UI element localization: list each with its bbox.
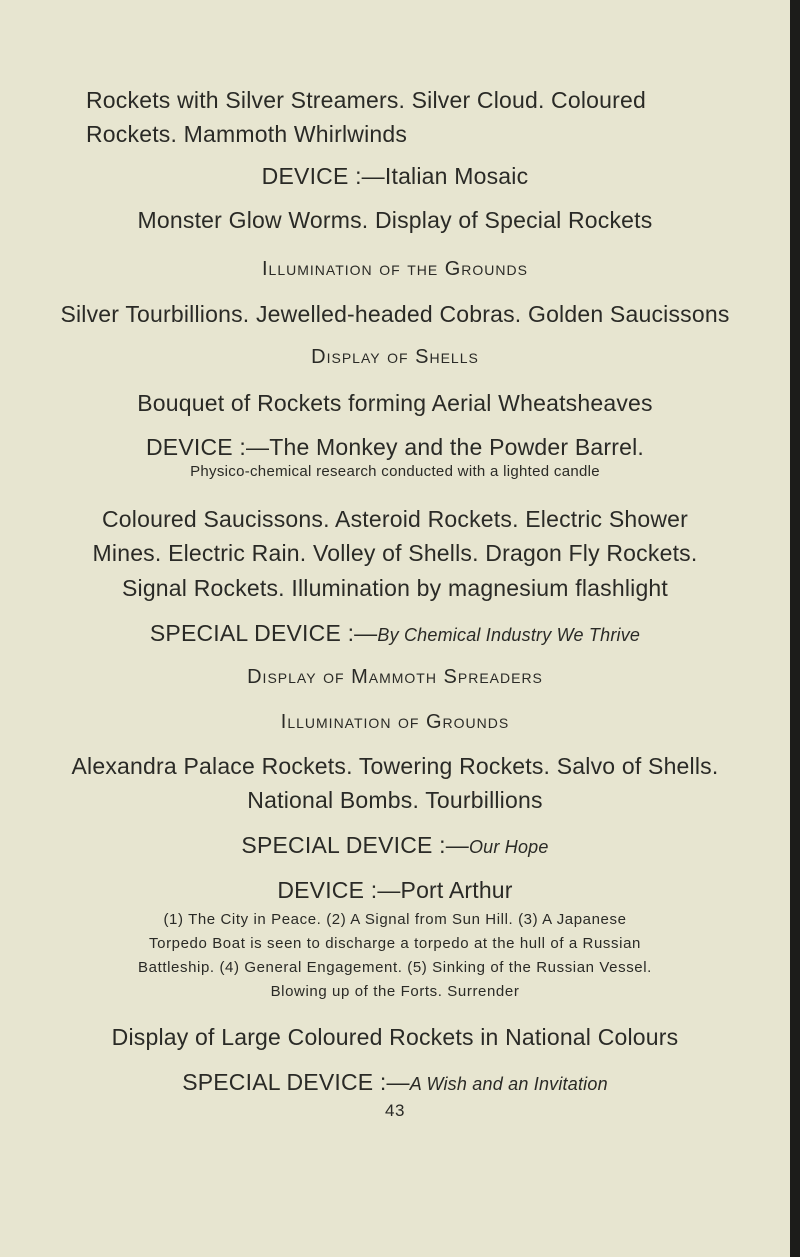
special-device-3-prefix: SPECIAL DEVICE :— [182,1069,410,1095]
line-coloured-saucissons: Coloured Saucissons. Asteroid Rockets. Electric Shower [101,506,689,532]
port-arthur-line-1: (1) The City in Peace. (2) A Signal from Sun Hill. (3) A Japanese [163,911,627,928]
section-heading-illumination-grounds: Illumination of the Grounds [262,258,528,280]
line-1-part-c: Coloured [551,87,646,113]
port-arthur-line-4: Blowing up of the Forts. Surrender [270,983,520,1000]
device-heading-1: DEVICE :—Italian Mosaic [261,163,529,189]
section-heading-mammoth-spreaders: Display of Mammoth Spreaders [247,666,543,688]
section-heading-display-shells: Display of Shells [311,346,479,368]
line-silver-tourbillions: Silver Tourbillions. Jewelled-headed Cobras. Golden Saucissons [60,301,730,327]
line-1-part-b: Silver Cloud. [411,87,545,113]
special-device-3-title: A Wish and an Invitation [409,1074,608,1094]
line-display-large-rockets: Display of Large Coloured Rockets in National Colours [111,1024,679,1050]
device-heading-2: DEVICE :—The Monkey and the Powder Barrel. [145,434,644,460]
line-2: Rockets. Mammoth Whirlwinds [86,121,408,147]
line-national-bombs: National Bombs. Tourbillions [247,787,543,813]
line-alexandra-palace: Alexandra Palace Rockets. Towering Rockets. Salvo of Shells. [71,753,719,779]
line-1-part-a: Rockets with Silver Streamers. [86,87,406,113]
line-mines: Mines. Electric Rain. Volley of Shells. Dragon Fly Rockets. [92,540,698,566]
special-device-1-title: By Chemical Industry We Thrive [377,625,641,645]
line-monster-glow-worms: Monster Glow Worms. Display of Special Rockets [137,207,653,233]
special-device-2-title: Our Hope [468,837,549,857]
device-2-subtitle: Physico-chemical research conducted with a lighted candle [190,463,600,480]
port-arthur-line-2: Torpedo Boat is seen to discharge a torpedo at the hull of a Russian [149,935,641,952]
line-signal-rockets: Signal Rockets. Illumination by magnesium flashlight [121,575,669,601]
section-heading-illumination-grounds-2: Illumination of Grounds [280,711,510,733]
special-device-1 [0,622,790,645]
special-device-1-prefix: SPECIAL DEVICE :— [149,620,378,646]
special-device-2 [0,834,790,857]
special-device-3 [0,1071,790,1094]
line-1 [0,89,790,112]
device-heading-port-arthur: DEVICE :—Port Arthur [277,877,513,903]
page-number: 43 [384,1101,406,1120]
page-edge-shadow [790,0,800,1257]
port-arthur-line-3: Battleship. (4) General Engagement. (5) Sinking of the Russian Vessel. [138,959,652,976]
line-bouquet-rockets: Bouquet of Rockets forming Aerial Wheatsheaves [137,390,653,416]
special-device-2-prefix: SPECIAL DEVICE :— [241,832,469,858]
